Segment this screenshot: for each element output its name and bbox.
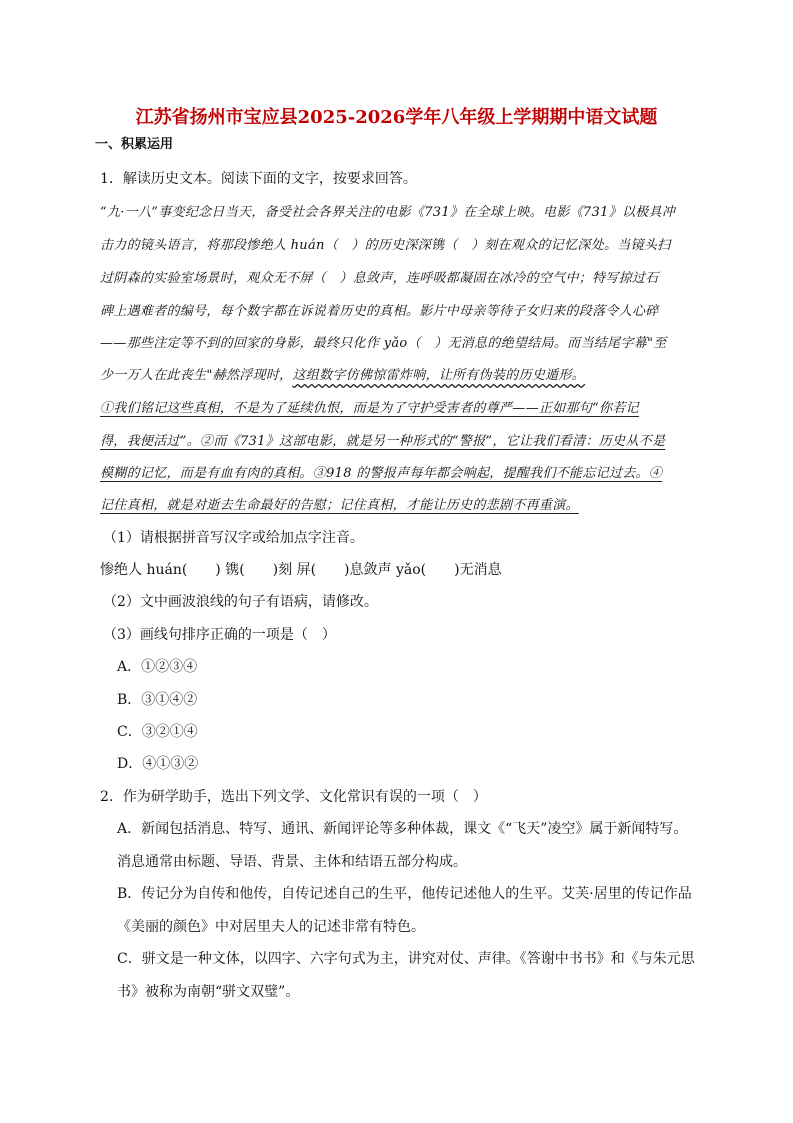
sub-question-1: （1）请根据拼音写汉字或给加点字注音。 — [103, 530, 364, 546]
passage-line: 过阴森的实验室场景时，观众无不屏（ ）息敛声，连呼吸都凝固在冰冷的空气中；特写掠过石 — [100, 271, 659, 286]
option-b-continued: 《美丽的颜色》中对居里夫人的记述非常有特色。 — [117, 919, 425, 935]
question-1-stem: 1．解读历史文本。阅读下面的文字，按要求回答。 — [100, 171, 417, 187]
wavy-underlined-sentence: 这组数字仿佛惊雷炸响，让所有伪装的历史遁形。 — [292, 368, 586, 383]
sub-question-2: （2）文中画波浪线的句子有语病，请修改。 — [103, 594, 378, 610]
passage-line: 碑上遇难者的编号，每个数字都在诉说着历史的真相。影片中母亲等待子女归来的段落令人心碎 — [100, 304, 659, 319]
exam-title: 江苏省扬州市宝应县2025-2026学年八年级上学期期中语文试题 — [135, 107, 658, 128]
question-2-stem: 2．作为研学助手，选出下列文学、文化常识有误的一项（ ） — [100, 789, 487, 805]
option-c[interactable]: C．③②①④ — [117, 724, 198, 740]
passage-line: 击力的镜头语言，将那段惨绝人 huán（ ）的历史深深镌（ ）刻在观众的记忆深处。当镜头扫 — [100, 238, 671, 253]
option-c[interactable]: C．骈文是一种文体，以四字、六字句式为主，讲究对仗、声律。《答谢中书书》和《与朱元思 — [117, 951, 695, 967]
option-a[interactable]: A．①②③④ — [117, 659, 198, 675]
underlined-sentence: 记住真相，就是对逝去生命最好的告慰；记住真相，才能让历史的悲剧不再重演。 — [100, 498, 579, 513]
option-a-continued: 消息通常由标题、导语、背景、主体和结语五部分构成。 — [117, 854, 467, 870]
option-b[interactable]: B．传记分为自传和他传，自传记述自己的生平，他传记述他人的生平。艾芙·居里的传记作品 — [117, 886, 692, 902]
option-c-continued: 书》被称为南朝“骈文双璧”。 — [117, 984, 300, 1000]
underlined-sentence: 得，我便活过”。②而《731》这部电影，就是另一种形式的“警报”，它让我们看清：历史从不是 — [100, 434, 666, 449]
sub-question-1-blanks: 惨绝人 huán( ) 镌( )刻 屏( )息敛声 yǎo( )无消息 — [100, 562, 502, 578]
passage-line: “九·一八”事变纪念日当天，备受社会各界关注的电影《731》在全球上映。电影《731》以极具冲 — [100, 205, 676, 220]
sub-question-3: （3）画线句排序正确的一项是（ ） — [103, 627, 336, 643]
underlined-sentence: 模糊的记忆，而是有血有肉的真相。③918 的警报声每年都会响起，提醒我们不能忘记过去。④ — [100, 466, 663, 481]
passage-line: ——那些注定等不到的回家的身影，最终只化作 yǎo（ ）无消息的绝望结局。而当结尾字幕"至 — [100, 336, 667, 351]
option-d[interactable]: D．④①③② — [117, 756, 199, 772]
passage-text: 少一万人在此丧生"赫然浮现时， — [100, 368, 293, 383]
option-a[interactable]: A．新闻包括消息、特写、通讯、新闻评论等多种体裁，课文《“飞天”凌空》属于新闻特写。 — [117, 821, 688, 837]
section-heading: 一、积累运用 — [95, 137, 174, 152]
option-b[interactable]: B．③①④② — [117, 692, 198, 708]
passage-line-wavy — [100, 364, 700, 383]
underlined-sentence: ①我们铭记这些真相，不是为了延续仇恨，而是为了守护受害者的尊严——正如那句“你若记 — [100, 401, 639, 416]
